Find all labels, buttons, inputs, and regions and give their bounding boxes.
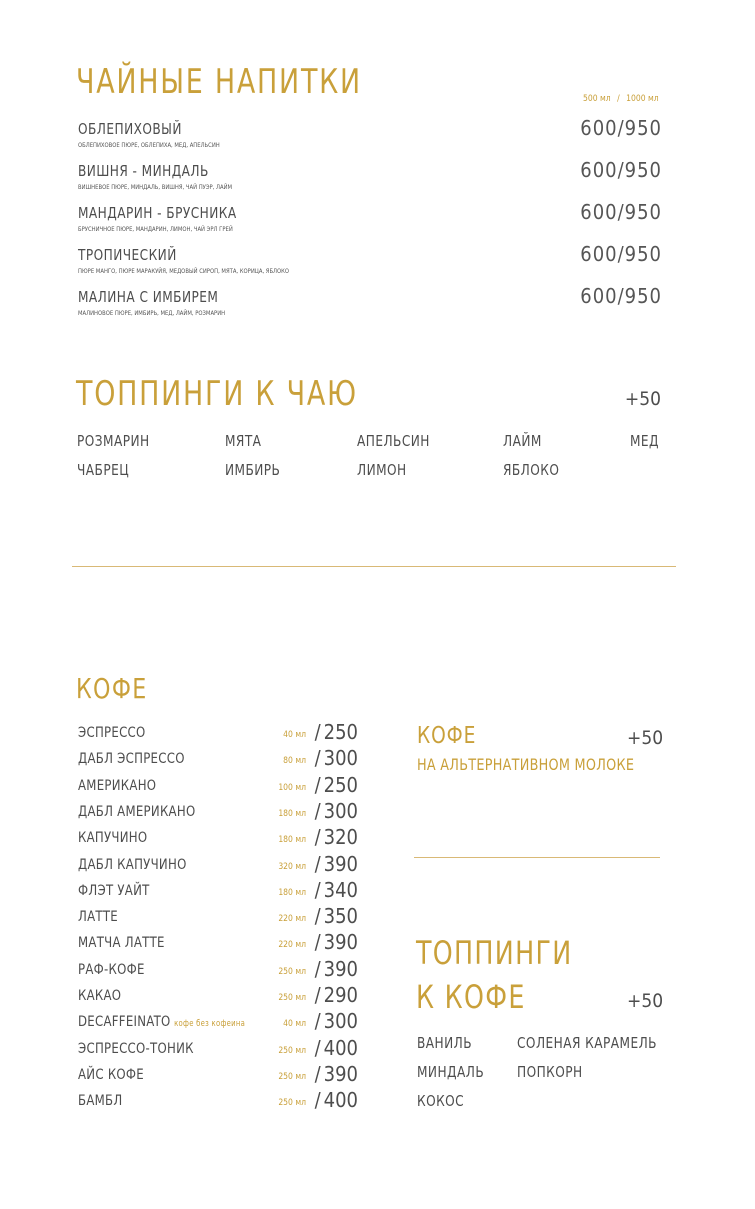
price-slash: / <box>314 798 321 823</box>
coffee-item-label: АМЕРИКАНО <box>78 777 157 794</box>
coffee-item-price-value: 250 <box>323 772 358 797</box>
coffee-divider <box>414 857 660 858</box>
coffee-item-price-value: 300 <box>323 1009 358 1034</box>
tea-size-small: 500 мл <box>583 94 611 104</box>
tea-topping-item: МЕД <box>630 432 659 450</box>
tea-topping-item: ЛАЙМ <box>503 432 542 450</box>
price-slash: / <box>314 1035 321 1060</box>
coffee-section-title: КОФЕ <box>76 672 148 705</box>
tea-item-description: ВИШНЕВОЕ ПЮРЕ, МИНДАЛЬ, ВИШНЯ, ЧАЙ ПУЭР, ЛАЙМ <box>78 183 233 191</box>
tea-topping-item: МЯТА <box>225 432 262 450</box>
coffee-item-label: ЛАТТЕ <box>78 909 118 926</box>
coffee-item-price-value: 400 <box>323 1088 358 1113</box>
tea-topping-item: РОЗМАРИН <box>77 432 150 450</box>
tea-item-name: МАЛИНА С ИМБИРЕМ <box>78 288 219 306</box>
price-slash: / <box>314 772 321 797</box>
coffee-item-name <box>78 857 187 873</box>
tea-item-price: 600/950 <box>580 200 662 224</box>
coffee-item-price-value: 350 <box>323 904 358 929</box>
coffee-topping-item: МИНДАЛЬ <box>417 1063 485 1081</box>
price-slash: / <box>314 1088 321 1113</box>
coffee-toppings-title-line1: ТОППИНГИ <box>416 934 573 972</box>
coffee-item <box>78 906 358 932</box>
coffee-item-name <box>78 935 165 951</box>
tea-item-name: МАНДАРИН - БРУСНИКА <box>78 204 237 222</box>
coffee-item-label: ЭСПРЕССО <box>78 725 146 741</box>
price-slash: / <box>314 1061 321 1086</box>
coffee-item-name <box>78 1014 245 1030</box>
coffee-item-price-value: 340 <box>323 877 358 902</box>
coffee-item-price-value: 320 <box>323 825 358 850</box>
coffee-item-name <box>78 778 156 794</box>
coffee-item-volume: 250 мл <box>278 966 306 977</box>
coffee-item-volume: 80 мл <box>283 756 306 767</box>
coffee-item-price <box>315 930 358 954</box>
coffee-item-price <box>315 720 358 744</box>
coffee-item <box>78 985 358 1011</box>
coffee-item-price-value: 400 <box>323 1035 358 1060</box>
coffee-item-price <box>315 983 358 1007</box>
price-slash: / <box>314 930 321 955</box>
coffee-item-label: БАМБЛ <box>78 1093 123 1110</box>
coffee-item-name <box>78 962 145 978</box>
tea-item <box>78 158 662 202</box>
price-slash: / <box>314 904 321 929</box>
coffee-item-volume: 180 мл <box>278 835 306 846</box>
tea-toppings-price: +50 <box>624 388 661 410</box>
coffee-item <box>78 722 358 748</box>
coffee-item-price <box>315 1088 358 1112</box>
coffee-item-price-value: 390 <box>323 956 358 981</box>
coffee-item <box>78 851 358 880</box>
coffee-item-price-value: 250 <box>323 720 358 744</box>
section-divider <box>72 566 676 567</box>
tea-topping-item: ЯБЛОКО <box>503 461 560 479</box>
coffee-item <box>78 772 358 801</box>
coffee-item-volume: 250 мл <box>278 993 306 1003</box>
coffee-item-label: DECAFFEINATO <box>78 1014 171 1031</box>
coffee-item-volume: 220 мл <box>278 940 306 951</box>
coffee-item-price-value: 390 <box>323 930 358 955</box>
coffee-item-price <box>315 799 358 823</box>
coffee-item-price <box>315 1062 358 1086</box>
tea-item-name: ВИШНЯ - МИНДАЛЬ <box>78 162 209 180</box>
coffee-item-name <box>78 751 185 767</box>
tea-topping-item: ЛИМОН <box>357 461 407 479</box>
coffee-topping-item: КОКОС <box>417 1092 465 1110</box>
coffee-item <box>78 1090 358 1116</box>
coffee-item-label: КАКАО <box>78 988 122 1004</box>
coffee-item-price <box>315 773 358 797</box>
alt-milk-subtitle: НА АЛЬТЕРНАТИВНОМ МОЛОКЕ <box>417 755 635 774</box>
coffee-item-name <box>78 830 147 846</box>
price-slash: / <box>314 956 321 981</box>
coffee-item <box>78 1061 358 1090</box>
price-slash: / <box>314 983 321 1007</box>
coffee-item-volume: 250 мл <box>278 1071 306 1082</box>
coffee-item-note: кофе без кофеина <box>174 1019 246 1030</box>
coffee-item-name <box>78 1067 144 1083</box>
coffee-item-name <box>78 988 121 1004</box>
coffee-item <box>78 956 358 985</box>
coffee-item <box>78 827 358 853</box>
coffee-toppings-title-line2: К КОФЕ <box>416 978 526 1016</box>
coffee-item <box>78 748 358 774</box>
tea-item-price: 600/950 <box>580 116 662 140</box>
coffee-item-label: ДАБЛ АМЕРИКАНО <box>78 803 196 820</box>
tea-item <box>78 116 662 160</box>
price-slash: / <box>314 851 321 876</box>
tea-item-description: МАЛИНОВОЕ ПЮРЕ, ИМБИРЬ, МЕД, ЛАЙМ, РОЗМАРИН <box>78 309 226 317</box>
coffee-item-name <box>78 909 118 925</box>
coffee-item-price <box>315 1009 358 1033</box>
tea-toppings-title: ТОППИНГИ К ЧАЮ <box>76 374 358 414</box>
tea-topping-item: ЧАБРЕЦ <box>77 461 130 479</box>
tea-item-description: БРУСНИЧНОЕ ПЮРЕ, МАНДАРИН, ЛИМОН, ЧАЙ ЭРЛ ГРЕЙ <box>78 225 233 233</box>
alt-milk-price: +50 <box>627 727 664 749</box>
coffee-item-price <box>315 1036 358 1060</box>
coffee-item-label: ЭСПРЕССО-ТОНИК <box>78 1040 194 1057</box>
price-slash: / <box>314 825 321 850</box>
coffee-item-price <box>315 904 358 928</box>
price-slash: / <box>314 877 321 902</box>
coffee-item-price-value: 300 <box>323 798 358 823</box>
coffee-item-price <box>315 746 358 770</box>
coffee-item-label: РАФ-КОФЕ <box>78 961 145 978</box>
tea-size-large: 1000 мл <box>626 94 659 104</box>
tea-item <box>78 200 662 244</box>
coffee-item <box>78 1035 358 1064</box>
coffee-item-volume: 250 мл <box>278 1098 306 1109</box>
tea-item-description: ПЮРЕ МАНГО, ПЮРЕ МАРАКУЙЯ, МЕДОВЫЙ СИРОП, МЯТА, КОРИЦА, ЯБЛОКО <box>78 267 290 275</box>
coffee-toppings-price: +50 <box>627 990 664 1012</box>
coffee-item-volume: 40 мл <box>283 1019 306 1030</box>
coffee-item-label: ФЛЭТ УАЙТ <box>78 882 150 899</box>
coffee-topping-item: СОЛЕНАЯ КАРАМЕЛЬ <box>517 1034 657 1052</box>
coffee-item-price-value: 300 <box>323 746 358 771</box>
tea-topping-item: ИМБИРЬ <box>225 461 281 479</box>
coffee-item-name <box>78 883 150 899</box>
coffee-item-name <box>78 1093 122 1109</box>
price-slash: / <box>314 1009 321 1034</box>
coffee-item-price-value: 290 <box>323 983 358 1007</box>
alt-milk-title: КОФЕ <box>417 723 477 749</box>
tea-section-title: ЧАЙНЫЕ НАПИТКИ <box>76 62 362 102</box>
coffee-item-volume: 250 мл <box>278 1045 306 1056</box>
coffee-item-name <box>78 725 146 741</box>
coffee-item-label: АЙС КОФЕ <box>78 1066 144 1083</box>
coffee-item-price <box>315 852 358 876</box>
coffee-item <box>78 877 358 906</box>
tea-topping-item: АПЕЛЬСИН <box>357 432 430 450</box>
coffee-item <box>78 798 358 827</box>
tea-item-price: 600/950 <box>580 284 662 308</box>
coffee-item <box>78 1011 358 1037</box>
coffee-item-volume: 220 мл <box>278 914 306 925</box>
coffee-item <box>78 932 358 958</box>
coffee-topping-item: ВАНИЛЬ <box>417 1034 473 1052</box>
coffee-item-price <box>315 878 358 902</box>
tea-size-separator: / <box>617 94 620 104</box>
price-slash: / <box>314 746 321 771</box>
coffee-item-name <box>78 1041 194 1057</box>
coffee-topping-item: ПОПКОРН <box>517 1063 583 1081</box>
tea-item-price: 600/950 <box>580 242 662 266</box>
coffee-item-label: МАТЧА ЛАТТЕ <box>78 935 165 952</box>
coffee-item-volume: 100 мл <box>278 782 306 793</box>
tea-size-header <box>583 94 659 104</box>
coffee-item-label: ДАБЛ ЭСПРЕССО <box>78 751 185 768</box>
tea-item-name: ТРОПИЧЕСКИЙ <box>78 246 177 264</box>
tea-item-description: ОБЛЕПИХОВОЕ ПЮРЕ, ОБЛЕПИХА, МЕД, АПЕЛЬСИН <box>78 141 220 149</box>
coffee-item-price-value: 390 <box>323 851 358 876</box>
coffee-item-price-value: 390 <box>323 1061 358 1086</box>
price-slash: / <box>314 720 321 744</box>
coffee-item-label: КАПУЧИНО <box>78 830 148 847</box>
coffee-item-volume: 40 мл <box>283 730 306 740</box>
coffee-item-volume: 180 мл <box>278 808 306 819</box>
tea-item-name: ОБЛЕПИХОВЫЙ <box>78 120 182 138</box>
tea-item-price: 600/950 <box>580 158 662 182</box>
coffee-item-price <box>315 825 358 849</box>
coffee-item-price <box>315 957 358 981</box>
coffee-item-label: ДАБЛ КАПУЧИНО <box>78 856 187 873</box>
coffee-item-name <box>78 804 195 820</box>
coffee-item-volume: 180 мл <box>278 887 306 898</box>
tea-item <box>78 242 662 286</box>
coffee-item-volume: 320 мл <box>278 861 306 872</box>
tea-item <box>78 284 662 328</box>
